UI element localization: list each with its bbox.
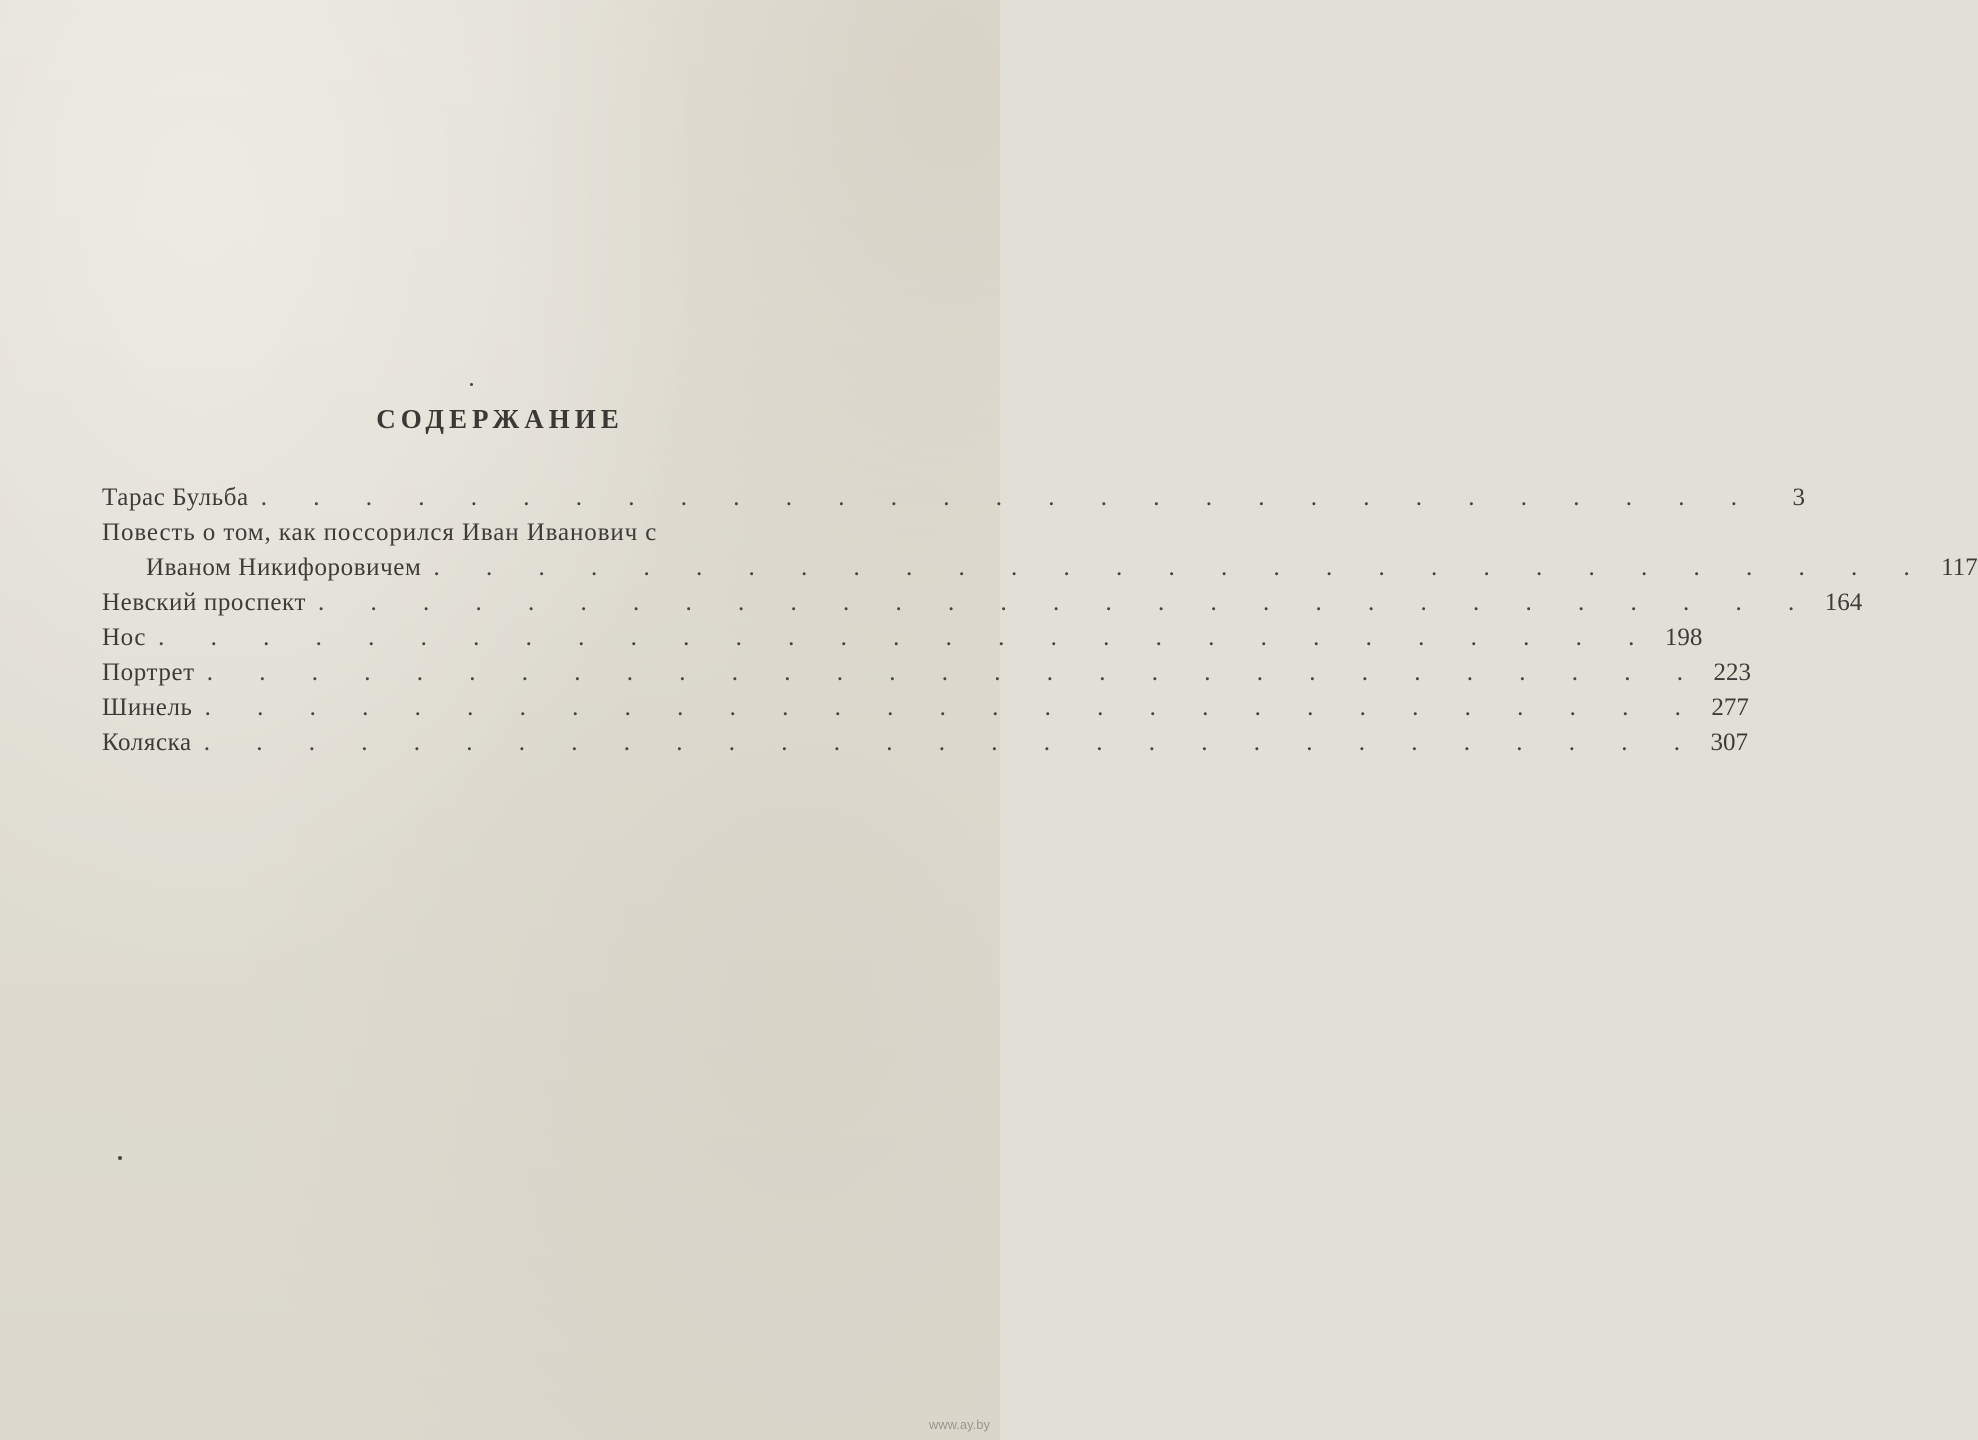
toc-entry-first-line [102, 515, 824, 550]
toc-entry-title: Нос [102, 624, 147, 651]
toc-entry [102, 480, 1805, 515]
toc-entry-title: Коляска [102, 729, 192, 756]
toc-entry [102, 725, 1748, 760]
toc-entry-title-line2: Иваном Никифоровичем [146, 554, 422, 581]
toc-entry-page: 223 [1713, 659, 1751, 686]
dot-leader: . . . . . . . . . . . . . . . . . . . . . . . . . . . . . [433, 554, 1930, 581]
toc-entry-title: Портрет [102, 659, 195, 686]
site-watermark: www.ay.by [928, 1417, 990, 1432]
dot-leader: . . . . . . . . . . . . . . . . . . . . . . . . . . . . . [204, 694, 1701, 721]
toc-entry-title: Шинель [102, 694, 193, 721]
toc-entry [102, 550, 1978, 585]
ink-speck [470, 383, 473, 386]
dot-leader: . . . . . . . . . . . . . . . . . . . . . . . . . . . . . [203, 729, 1700, 756]
toc-entry-page: 164 [1824, 589, 1863, 616]
toc-entry-page: 277 [1711, 694, 1749, 721]
toc-heading: СОДЕРЖАНИЕ [376, 404, 624, 434]
dot-leader: . . . . . . . . . . . . . . . . . . . . . . . . . . . . . [158, 624, 1655, 651]
toc-entry-page: 3 [1792, 484, 1805, 511]
toc-entry-title-line1: Повесть о том, как поссорился Иван Иванович с [102, 519, 658, 546]
ink-speck [118, 1156, 122, 1160]
toc-entry [102, 620, 1703, 655]
toc-entry-title: Тарас Бульба [102, 484, 249, 511]
toc-entry [102, 585, 1863, 620]
toc-entry-page: 198 [1664, 624, 1703, 651]
toc-entry [102, 655, 1751, 690]
dot-leader: . . . . . . . . . . . . . . . . . . . . . . . . . . . . . [206, 659, 1703, 686]
toc-entry-title: Невский проспект [102, 589, 306, 616]
toc-entry [102, 690, 1749, 725]
dot-leader: . . . . . . . . . . . . . . . . . . . . . . . . . . . . . [260, 484, 1757, 511]
dot-leader: . . . . . . . . . . . . . . . . . . . . . . . . . . . . . [317, 589, 1815, 616]
table-of-contents [102, 480, 1978, 760]
toc-entry-page: 307 [1710, 729, 1748, 756]
toc-entry-page: 117 [1941, 554, 1978, 581]
